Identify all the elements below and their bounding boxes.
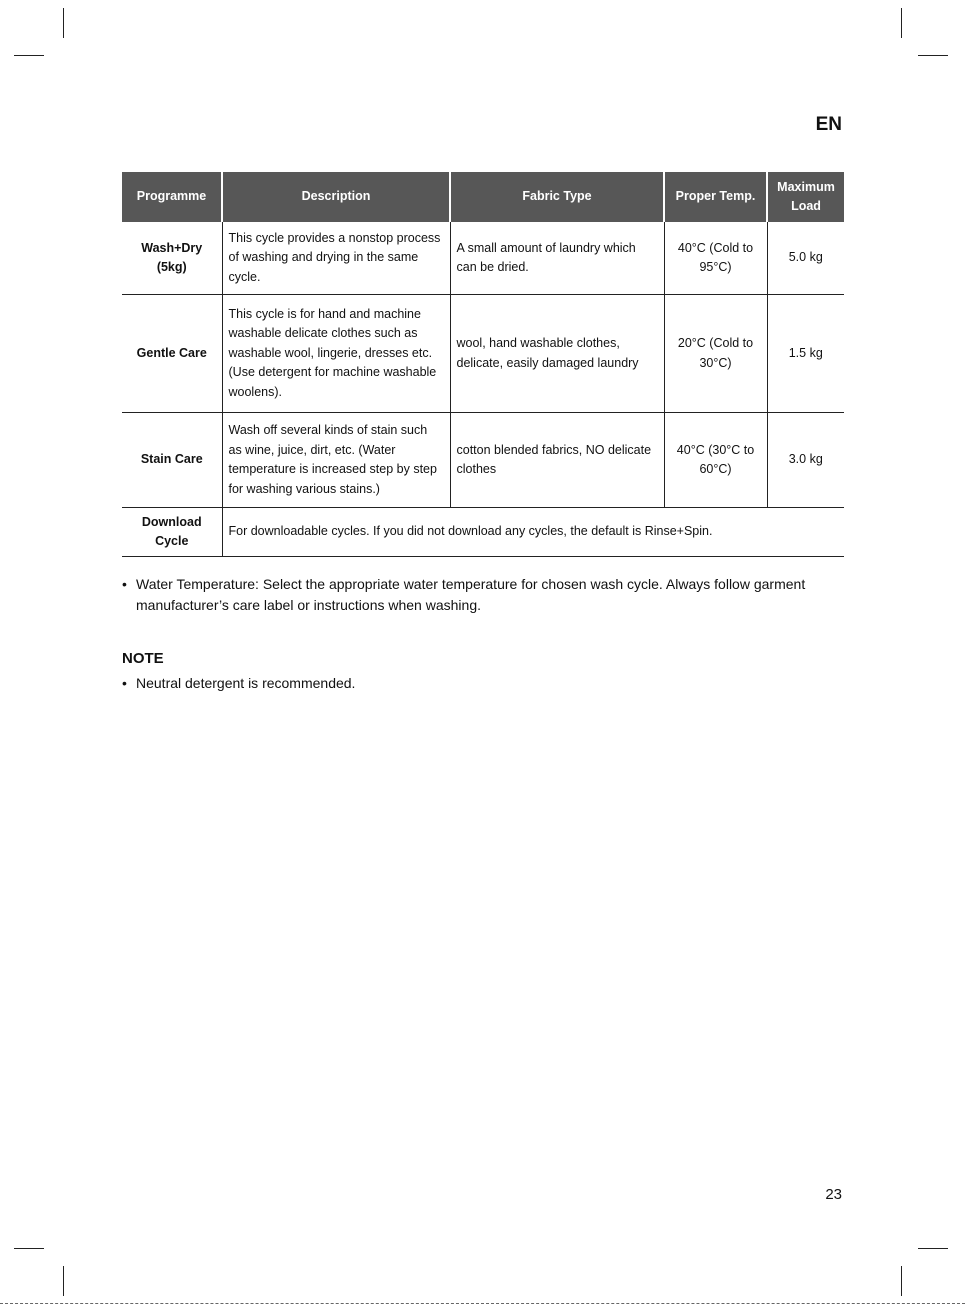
fabric-type: wool, hand washable clothes, delicate, easily damaged laundry xyxy=(450,295,664,413)
programme-description: This cycle provides a nonstop process of washing and drying in the same cycle. xyxy=(222,222,450,295)
programme-name: Gentle Care xyxy=(122,295,222,413)
header-fabric-type: Fabric Type xyxy=(450,172,664,222)
crop-mark xyxy=(63,1266,64,1296)
header-programme: Programme xyxy=(122,172,222,222)
note-bullet: • Neutral detergent is recommended. xyxy=(122,673,836,694)
header-maximum-load: Maximum Load xyxy=(767,172,844,222)
header-description: Description xyxy=(222,172,450,222)
trim-line xyxy=(0,1303,965,1304)
crop-mark xyxy=(14,55,44,56)
note-heading: NOTE xyxy=(122,650,164,667)
proper-temp: 40°C (Cold to 95°C) xyxy=(664,222,767,295)
crop-mark xyxy=(918,1248,948,1249)
water-temperature-bullet: • Water Temperature: Select the appropriate water temperature for chosen wash cycle. Always follow garment manufacturer’s care label or instructions when washing. xyxy=(122,574,836,616)
programme-description: For downloadable cycles. If you did not download any cycles, the default is Rinse+Spin. xyxy=(222,508,844,557)
proper-temp: 20°C (Cold to 30°C) xyxy=(664,295,767,413)
fabric-type: cotton blended fabrics, NO delicate clothes xyxy=(450,413,664,508)
crop-mark xyxy=(14,1248,44,1249)
programme-description: Wash off several kinds of stain such as wine, juice, dirt, etc. (Water temperature is increased step by step for washing various stains.) xyxy=(222,413,450,508)
programme-description: This cycle is for hand and machine washable delicate clothes such as washable wool, lingerie, dresses etc. (Use detergent for machine washable woolens). xyxy=(222,295,450,413)
fabric-type: A small amount of laundry which can be dried. xyxy=(450,222,664,295)
programme-name: Download Cycle xyxy=(122,508,222,557)
programme-table xyxy=(122,172,844,557)
maximum-load: 1.5 kg xyxy=(767,295,844,413)
table-header-row xyxy=(122,172,844,222)
crop-mark xyxy=(901,8,902,38)
table-row xyxy=(122,508,844,557)
table-row xyxy=(122,413,844,508)
language-label: EN xyxy=(815,114,842,135)
table-row xyxy=(122,222,844,295)
programme-name: Wash+Dry (5kg) xyxy=(122,222,222,295)
maximum-load: 3.0 kg xyxy=(767,413,844,508)
crop-mark xyxy=(918,55,948,56)
programme-name: Stain Care xyxy=(122,413,222,508)
crop-mark xyxy=(901,1266,902,1296)
page-number: 23 xyxy=(825,1186,842,1203)
proper-temp: 40°C (30°C to 60°C) xyxy=(664,413,767,508)
crop-mark xyxy=(63,8,64,38)
table-row xyxy=(122,295,844,413)
header-proper-temp: Proper Temp. xyxy=(664,172,767,222)
maximum-load: 5.0 kg xyxy=(767,222,844,295)
